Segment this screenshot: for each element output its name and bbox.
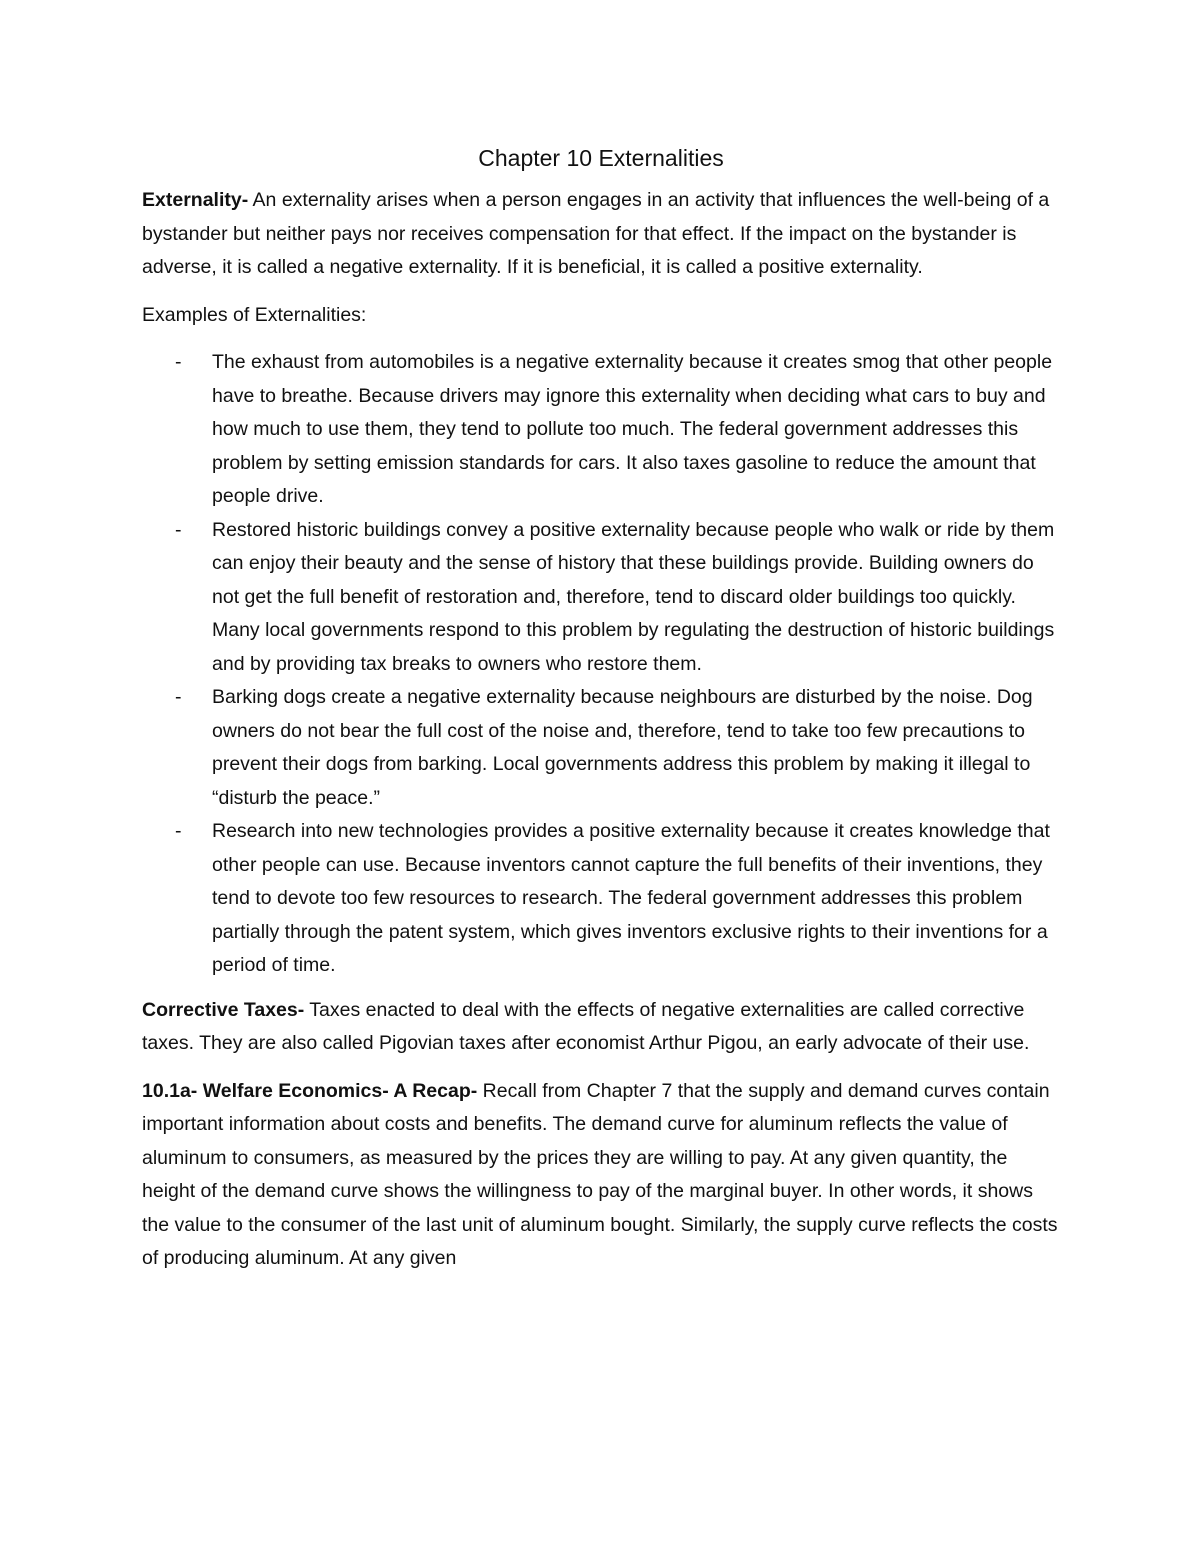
bullet-dash: -	[175, 820, 182, 842]
examples-heading: Examples of Externalities:	[142, 303, 367, 326]
list-item-text: Restored historic buildings convey a positive externality because people who walk or ride by them can enjoy their beauty and the sense of history that these buildings provide. Building owners do not get the full benefit of restoration and, therefore, tend to discard older buildings too quickly. Many local governments respond to this problem by regulating the destruction of historic buildings and by providing tax breaks to owners who restore them.	[212, 518, 1055, 675]
list-item	[142, 514, 1060, 682]
corrective-taxes-text: Taxes enacted to deal with the effects of negative externalities are called corrective taxes. They are also called Pigovian taxes after economist Arthur Pigou, an early advocate of their use.	[142, 998, 1030, 1054]
externality-definition	[142, 184, 1060, 285]
bullet-dash: -	[175, 686, 182, 708]
page-title: Chapter 10 Externalities	[478, 145, 724, 171]
corrective-taxes-paragraph	[142, 994, 1060, 1061]
welfare-economics-paragraph	[142, 1075, 1060, 1276]
list-item-text: The exhaust from automobiles is a negative externality because it creates smog that other people have to breathe. Because drivers may ignore this externality when deciding what cars to buy and how much to use them, they tend to pollute too much. The federal government addresses this problem by setting emission standards for cars. It also taxes gasoline to reduce the amount that people drive.	[212, 351, 1053, 507]
corrective-taxes-term: Corrective Taxes-	[142, 998, 305, 1021]
examples-list	[142, 346, 1060, 983]
bullet-dash: -	[175, 351, 182, 373]
list-item	[142, 346, 1060, 514]
list-item	[142, 681, 1060, 815]
document-body	[142, 140, 1060, 1290]
bullet-dash: -	[175, 518, 182, 541]
list-item-text: Barking dogs create a negative externality because neighbours are disturbed by the noise. Dog owners do not bear the full cost of the noise and, therefore, tend to take too few precautions to prevent their dogs from barking. Local governments address this problem by making it illegal to “disturb the peace.”	[212, 686, 1033, 809]
welfare-economics-term: 10.1a- Welfare Economics- A Recap-	[142, 1079, 478, 1102]
welfare-economics-text: Recall from Chapter 7 that the supply and demand curves contain important information about costs and benefits. The demand curve for aluminum reflects the value of aluminum to consumers, as measured by the prices they are willing to pay. At any given quantity, the height of the demand curve shows the willingness to pay of the marginal buyer. In other words, it shows the value to the consumer of the last unit of aluminum bought. Similarly, the supply curve reflects the costs of producing aluminum. At any given	[142, 1079, 1058, 1269]
list-item	[142, 815, 1060, 983]
definition-text: An externality arises when a person engages in an activity that influences the well-being of a bystander but neither pays nor receives compensation for that effect. If the impact on the bystander is adverse, it is called a negative externality. If it is beneficial, it is called a positive externality.	[142, 189, 1050, 278]
definition-term: Externality-	[142, 189, 249, 211]
list-item-text: Research into new technologies provides a positive externality because it creates knowledge that other people can use. Because inventors cannot capture the full benefits of their inventions, they tend to devote too few resources to research. The federal government addresses this problem partially through the patent system, which gives inventors exclusive rights to their inventions for a period of time.	[212, 820, 1050, 976]
